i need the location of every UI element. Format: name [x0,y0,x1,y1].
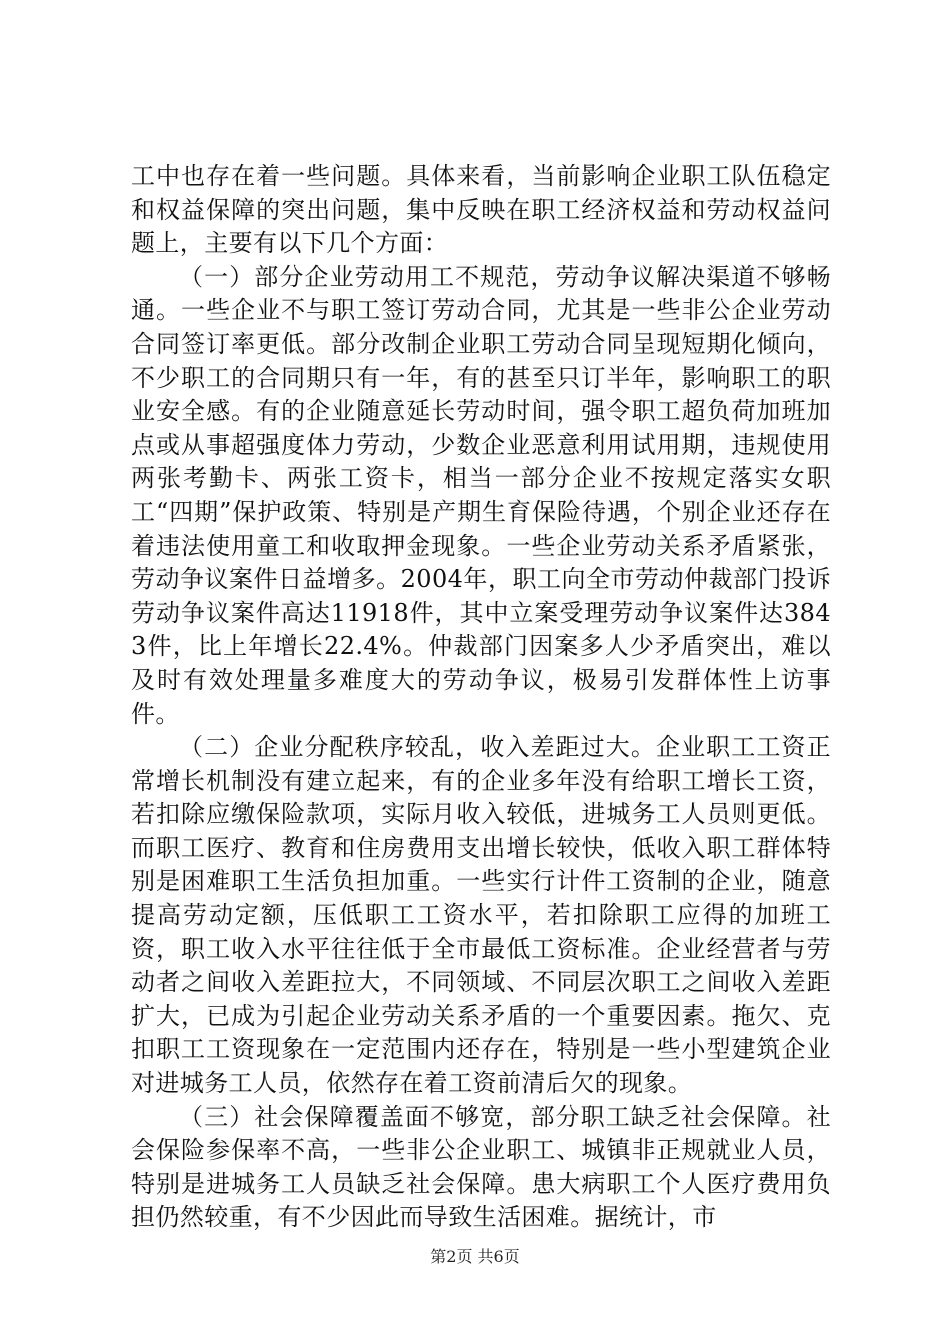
paragraph-section-3: （三）社会保障覆盖面不够宽，部分职工缺乏社会保障。社会保险参保率不高，一些非公企业职工、城镇非正规就业人员，特别是进城务工人员缺乏社会保障。患大病职工个人医疗费用负担仍然较重，有不少因此而导致生活困难。据统计，市 [131,1102,831,1232]
paragraph-section-2: （二）企业分配秩序较乱，收入差距过大。企业职工工资正常增长机制没有建立起来，有的企业多年没有给职工增长工资，若扣除应缴保险款项，实际月收入较低，进城务工人员则更低。而职工医疗、教育和住房费用支出增长较快，低收入职工群体特别是困难职工生活负担加重。一些实行计件工资制的企业，随意提高劳动定额，压低职工工资水平，若扣除职工应得的加班工资，职工收入水平往往低于全市最低工资标准。企业经营者与劳动者之间收入差距拉大，不同领域、不同层次职工之间收入差距扩大，已成为引起企业劳动关系矛盾的一个重要因素。拖欠、克扣职工工资现象在一定范围内还存在，特别是一些小型建筑企业对进城务工人员，依然存在着工资前清后欠的现象。 [131,733,831,1098]
page-footer: 第2页 共6页 [430,1247,520,1266]
paragraph-continuation: 工中也存在着一些问题。具体来看，当前影响企业职工队伍稳定和权益保障的突出问题，集中反映在职工经济权益和劳动权益问题上，主要有以下几个方面： [131,162,831,258]
paragraph-section-1: （一）部分企业劳动用工不规范，劳动争议解决渠道不够畅通。一些企业不与职工签订劳动合同，尤其是一些非公企业劳动合同签订率更低。部分改制企业职工劳动合同呈现短期化倾向，不少职工的合同期只有一年，有的甚至只订半年，影响职工的职业安全感。有的企业随意延长劳动时间，强令职工超负荷加班加点或从事超强度体力劳动，少数企业恶意利用试用期，违规使用两张考勤卡、两张工资卡，相当一部分企业不按规定落实女职工“四期”保护政策、特别是产期生育保险待遇，个别企业还存在着违法使用童工和收取押金现象。一些企业劳动关系矛盾紧张，劳动争议案件日益增多。2004年，职工向全市劳动仲裁部门投诉劳动争议案件高达11918件，其中立案受理劳动争议案件达3843件，比上年增长22.4%。仲裁部门因案多人少矛盾突出，难以及时有效处理量多难度大的劳动争议，极易引发群体性上访事件。 [131,262,831,728]
body-text [131,160,831,1235]
